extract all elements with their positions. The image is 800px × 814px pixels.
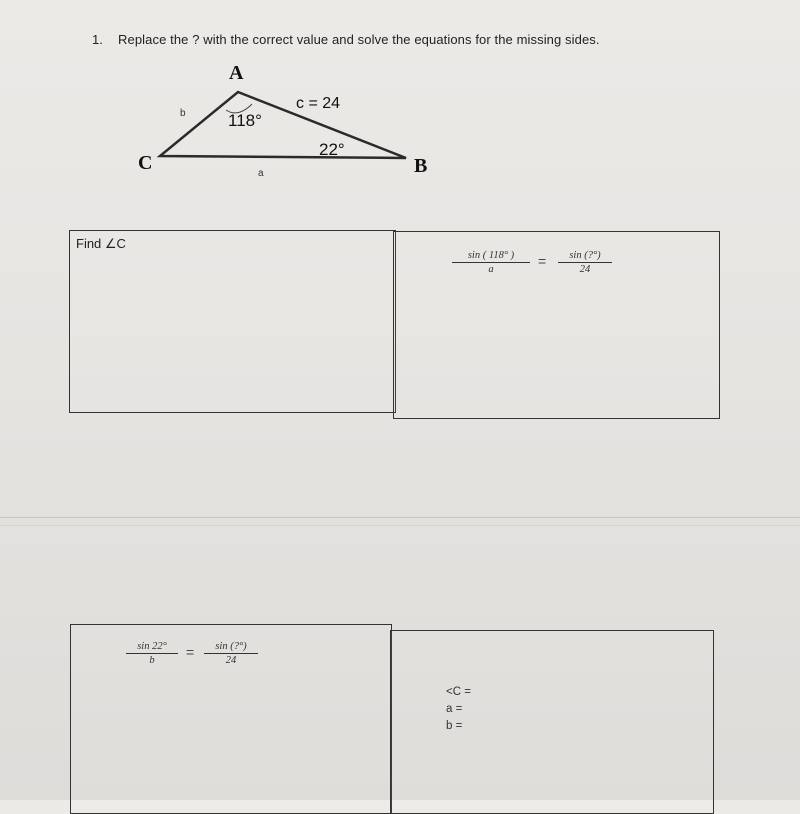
fraction-right-2 [204,641,258,667]
answer-side-b: b = [446,720,463,732]
answer-list [446,684,471,735]
numerator: sin ( 118° ) [452,250,530,263]
denominator: b [149,655,155,666]
page-divider [0,517,800,518]
vertex-b-label: B [414,155,428,177]
triangle-shape [160,92,406,158]
denominator: 24 [579,264,591,275]
triangle-diagram [0,0,800,200]
page-divider-shadow [0,525,800,526]
fraction-left-2 [126,641,178,667]
side-c-label: c = 24 [296,95,341,112]
fraction-right-1 [558,250,612,276]
numerator: sin (?°) [558,250,612,263]
answer-side-a: a = [446,703,463,715]
question-text: Replace the ? with the correct value and solve the equations for the missing sides. [118,32,600,47]
side-b-label: b [180,108,186,119]
numerator: sin (?°) [204,641,258,654]
equals-sign: = [186,644,195,660]
find-angle-c-label: Find ∠C [76,236,126,251]
question-number: 1. [92,32,103,47]
angle-a-label: 118° [228,111,262,130]
denominator: a [488,264,494,275]
find-angle-c-box[interactable] [69,230,396,413]
answer-angle-c: <C = [446,686,471,698]
answers-box[interactable] [390,630,714,814]
numerator: sin 22° [126,641,178,654]
law-of-sines-box-1[interactable] [393,231,720,419]
angle-b-label: 22° [319,140,345,159]
denominator: 24 [225,655,237,666]
vertex-c-label: C [138,152,153,174]
fraction-left-1 [452,250,530,276]
vertex-a-label: A [229,62,244,84]
equals-sign: = [538,253,547,269]
side-a-label: a [258,168,264,179]
